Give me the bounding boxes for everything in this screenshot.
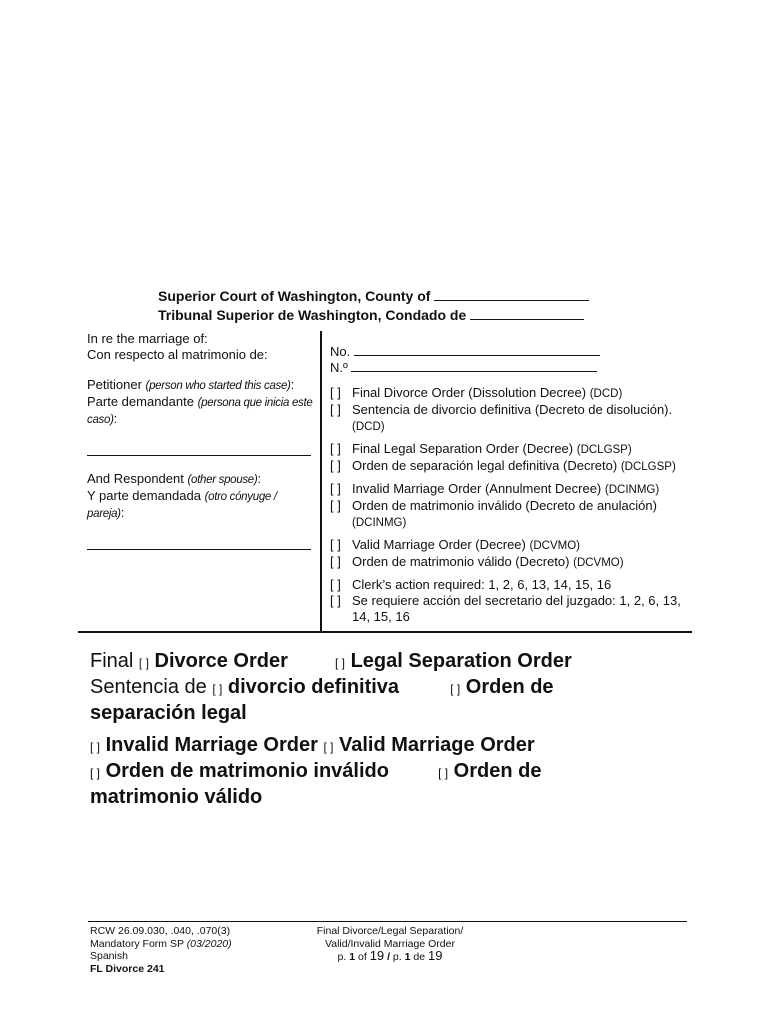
clerk-es: Se requiere acción del secretario del juzgado: 1, 2, 6, 13, 14, 15, 16 [352,593,681,624]
checkbox[interactable]: [ ] [330,498,341,513]
respondent-en-note: (other spouse) [187,474,258,486]
marriage-caption [87,331,315,363]
check-label-en: Final Divorce Order (Dissolution Decree) [352,385,587,400]
code-label: (DCD) [352,421,385,433]
county-field[interactable] [434,287,589,301]
respondent-es: Y parte demandada [87,488,201,503]
petitioner-caption: Petitioner (person who started this case): Parte demandante (persona que inicia este caso): [87,377,313,426]
caption-divider-horizontal [78,631,692,633]
respondent-caption: And Respondent (other spouse): Y parte demandada (otro cónyuge / pareja): [87,471,277,520]
checklist-item [330,385,700,435]
footer-date: (03/2020) [186,937,232,950]
footer-title-1: Final Divorce/Legal Separation/ [316,925,464,937]
case-block [330,344,700,631]
court-header [158,287,589,325]
check-label-en: Final Legal Separation Order (Decree) [352,441,574,456]
page-total: 19 [369,948,385,963]
check-label-en: Valid Marriage Order (Decree) [352,537,526,552]
title-orden-de: Orden de [465,676,554,698]
checkbox[interactable]: [ ] [330,554,341,569]
checkbox[interactable]: [ ] [138,656,149,670]
checkbox[interactable]: [ ] [438,766,449,780]
title-line-5 [90,759,690,785]
clerk-action [330,577,700,625]
footer-form-id: FL Divorce 241 [90,962,165,975]
court-line-en [158,287,589,306]
check-label-es: Orden de separación legal definitiva (Decreto) [352,458,618,473]
check-label-es: Sentencia de divorcio definitiva (Decreto de disolución). [352,402,673,417]
checkbox[interactable]: [ ] [323,740,334,754]
respondent-en: And Respondent [87,471,184,486]
respondent-name-field[interactable] [87,549,311,550]
parties-block [87,331,315,550]
page-num: 1 [349,951,356,963]
title-orden-de-2: Orden de [453,760,542,782]
code-label: (DCINMG) [352,517,407,529]
petitioner-en-note: (person who started this case) [145,380,291,392]
case-number-field[interactable] [354,344,600,356]
checkbox[interactable]: [ ] [330,441,341,456]
case-number-field-es[interactable] [351,360,597,372]
petitioner-es: Parte demandante [87,394,194,409]
code-label: (DCINMG) [604,484,660,496]
page-indicator [300,950,480,964]
checkbox[interactable]: [ ] [212,682,223,696]
checkbox[interactable]: [ ] [90,766,101,780]
title-sentencia: Sentencia de [90,676,207,698]
checkbox[interactable]: [ ] [330,402,341,417]
title-line-6: matrimonio válido [90,786,263,808]
title-line-3: separación legal [90,702,247,724]
title-line-4 [90,733,690,759]
checkbox[interactable]: [ ] [330,593,341,608]
checklist-item [330,441,700,475]
page-p: p. [337,951,347,963]
title-legal-separation: Legal Separation Order [350,650,572,672]
court-es: Tribunal Superior de Washington, Condado de [158,307,467,323]
petitioner-name-field[interactable] [87,455,311,456]
title-invalido: Orden de matrimonio inválido [105,760,389,782]
check-label-en: Invalid Marriage Order (Annulment Decree) [352,481,602,496]
checkbox[interactable]: [ ] [335,656,346,670]
checkbox[interactable]: [ ] [90,740,101,754]
page-de: de [413,951,426,963]
form-title [90,649,690,809]
condado-field[interactable] [470,306,584,320]
respondent-es-note: (otro cónyuge / pareja) [87,491,277,520]
code-label: (DCVMO) [529,540,580,552]
court-en: Superior Court of Washington, County of [158,288,431,304]
checkbox[interactable]: [ ] [330,577,341,592]
code-label: (DCLGSP) [620,461,676,473]
marriage-en: In re the marriage of: [87,331,208,346]
clerk-en: Clerk’s action required: 1, 2, 6, 13, 14, 15, 16 [352,577,612,592]
code-label: (DCVMO) [573,557,624,569]
page-p-es: p. [392,951,402,963]
page-total-es: 19 [427,948,443,963]
code-label: (DCD) [589,388,623,400]
title-final: Final [90,650,134,672]
page-num-es: 1 [404,951,411,963]
petitioner-en: Petitioner [87,377,142,392]
checklist-item [330,481,700,531]
code-label: (DCLGSP) [576,444,632,456]
check-label-es: Orden de matrimonio inválido (Decreto de anulación) [352,498,657,513]
footer-language: Spanish [90,950,128,962]
caption-divider-vertical [320,331,322,631]
footer-title-2: Valid/Invalid Marriage Order [325,937,455,950]
checkbox[interactable]: [ ] [330,458,341,473]
checkbox[interactable]: [ ] [450,682,461,696]
case-number-en [330,344,700,360]
checkbox[interactable]: [ ] [330,537,341,552]
footer-mandatory: Mandatory Form SP [90,937,184,950]
marriage-es: Con respecto al matrimonio de: [87,347,268,362]
title-line-1 [90,649,690,675]
checkbox[interactable]: [ ] [330,385,341,400]
petitioner-es-note: (persona que inicia este caso) [87,397,313,426]
title-divorce-order: Divorce Order [154,650,288,672]
title-invalid: Invalid Marriage Order [105,734,318,756]
case-no-label-en: No. [330,344,351,359]
checkbox[interactable]: [ ] [330,481,341,496]
court-line-es [158,306,589,325]
title-line-2 [90,675,690,701]
page-of: of [358,951,367,963]
case-no-label-es: N.º [330,360,348,375]
page-sep: / [387,951,390,963]
footer-left [90,925,232,975]
footer-center [300,925,480,964]
title-valid: Valid Marriage Order [339,734,535,756]
footer-rule [88,921,687,922]
checklist-item [330,537,700,571]
footer-rcw: RCW 26.09.030, .040, .070(3) [90,925,231,937]
title-divorcio: divorcio definitiva [227,676,400,698]
case-number-es [330,360,700,376]
check-label-es: Orden de matrimonio válido (Decreto) [352,554,570,569]
